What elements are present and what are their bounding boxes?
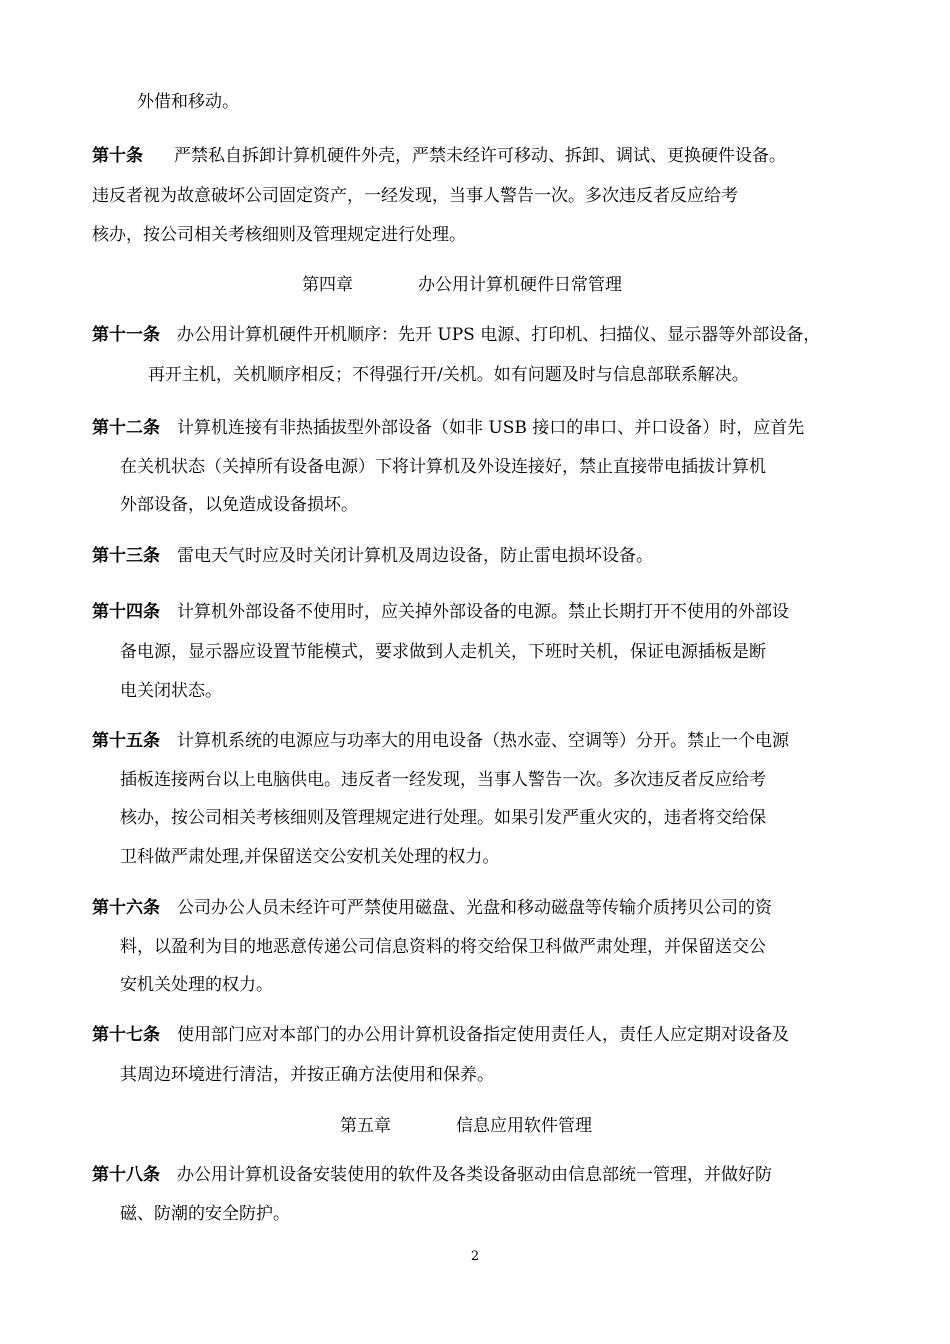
article-text: 严禁私自拆卸计算机硬件外壳，严禁未经许可移动、拆卸、调试、更换硬件设备。 (174, 146, 786, 166)
article-label: 第十七条 (92, 1025, 160, 1045)
article-text: 使用部门应对本部门的办公用计算机设备指定使用责任人，责任人应定期对设备及 (177, 1025, 789, 1045)
chapter-title: 办公用计算机硬件日常管理 (418, 275, 622, 295)
article-label: 第十一条 (92, 325, 160, 345)
article-label: 第十二条 (92, 418, 160, 438)
article-text: 备电源，显示器应设置节能模式，要求做到人走机关，下班时关机，保证电源插板是断 (120, 642, 766, 662)
article-text: 在关机状态（关掉所有设备电源）下将计算机及外设连接好，禁止直接带电插拔计算机 (120, 457, 766, 477)
article-label: 第十八条 (92, 1165, 160, 1185)
article-label: 第十三条 (92, 546, 160, 566)
article-text: 办公用计算机硬件开机顺序：先开 UPS 电源、打印机、扫描仪、显示器等外部设备， (177, 325, 821, 345)
article-text: 计算机连接有非热插拔型外部设备（如非 USB 接口的串口、并口设备）时，应首先 (177, 418, 805, 438)
article-text: 外部设备，以免造成设备损坏。 (120, 495, 358, 515)
article-text: 核办，按公司相关考核细则及管理规定进行处理。 (92, 225, 466, 245)
article-text: 再开主机，关机顺序相反；不得强行开/关机。如有问题及时与信息部联系解决。 (148, 365, 749, 385)
article-text: 违反者视为故意破坏公司固定资产，一经发现，当事人警告一次。多次违反者反应给考 (92, 186, 738, 206)
chapter-title: 信息应用软件管理 (456, 1116, 592, 1136)
article-text: 其周边环境进行清洁，并按正确方法使用和保养。 (120, 1065, 494, 1085)
article-text: 办公用计算机设备安装使用的软件及各类设备驱动由信息部统一管理，并做好防 (177, 1165, 772, 1185)
article-text: 计算机系统的电源应与功率大的用电设备（热水壶、空调等）分开。禁止一个电源 (177, 731, 789, 751)
article-text: 安机关处理的权力。 (120, 975, 273, 995)
article-text: 雷电天气时应及时关闭计算机及周边设备，防止雷电损坏设备。 (177, 546, 653, 566)
article-text: 计算机外部设备不使用时，应关掉外部设备的电源。禁止长期打开不使用的外部设 (177, 602, 789, 622)
article-text: 公司办公人员未经许可严禁使用磁盘、光盘和移动磁盘等传输介质拷贝公司的资 (177, 898, 772, 918)
article-label: 第十四条 (92, 602, 160, 622)
chapter-number: 第四章 (302, 275, 353, 295)
article-text: 料，以盈利为目的地恶意传递公司信息资料的将交给保卫科做严肃处理，并保留送交公 (120, 937, 766, 957)
chapter-number: 第五章 (340, 1116, 391, 1136)
article-text: 磁、防潮的安全防护。 (120, 1204, 290, 1224)
article-text: 电关闭状态。 (120, 681, 222, 701)
article-text: 卫科做严肃处理,并保留送交公安机关处理的权力。 (120, 847, 500, 867)
continuation-text: 外借和移动。 (137, 92, 239, 112)
article-text: 插板连接两台以上电脑供电。违反者一经发现，当事人警告一次。多次违反者反应给考 (120, 770, 766, 790)
article-label: 第十条 (92, 146, 143, 166)
article-text: 核办，按公司相关考核细则及管理规定进行处理。如果引发严重火灾的，违者将交给保 (120, 808, 766, 828)
article-label: 第十六条 (92, 898, 160, 918)
page-number: 2 (470, 1249, 480, 1264)
article-label: 第十五条 (92, 731, 160, 751)
